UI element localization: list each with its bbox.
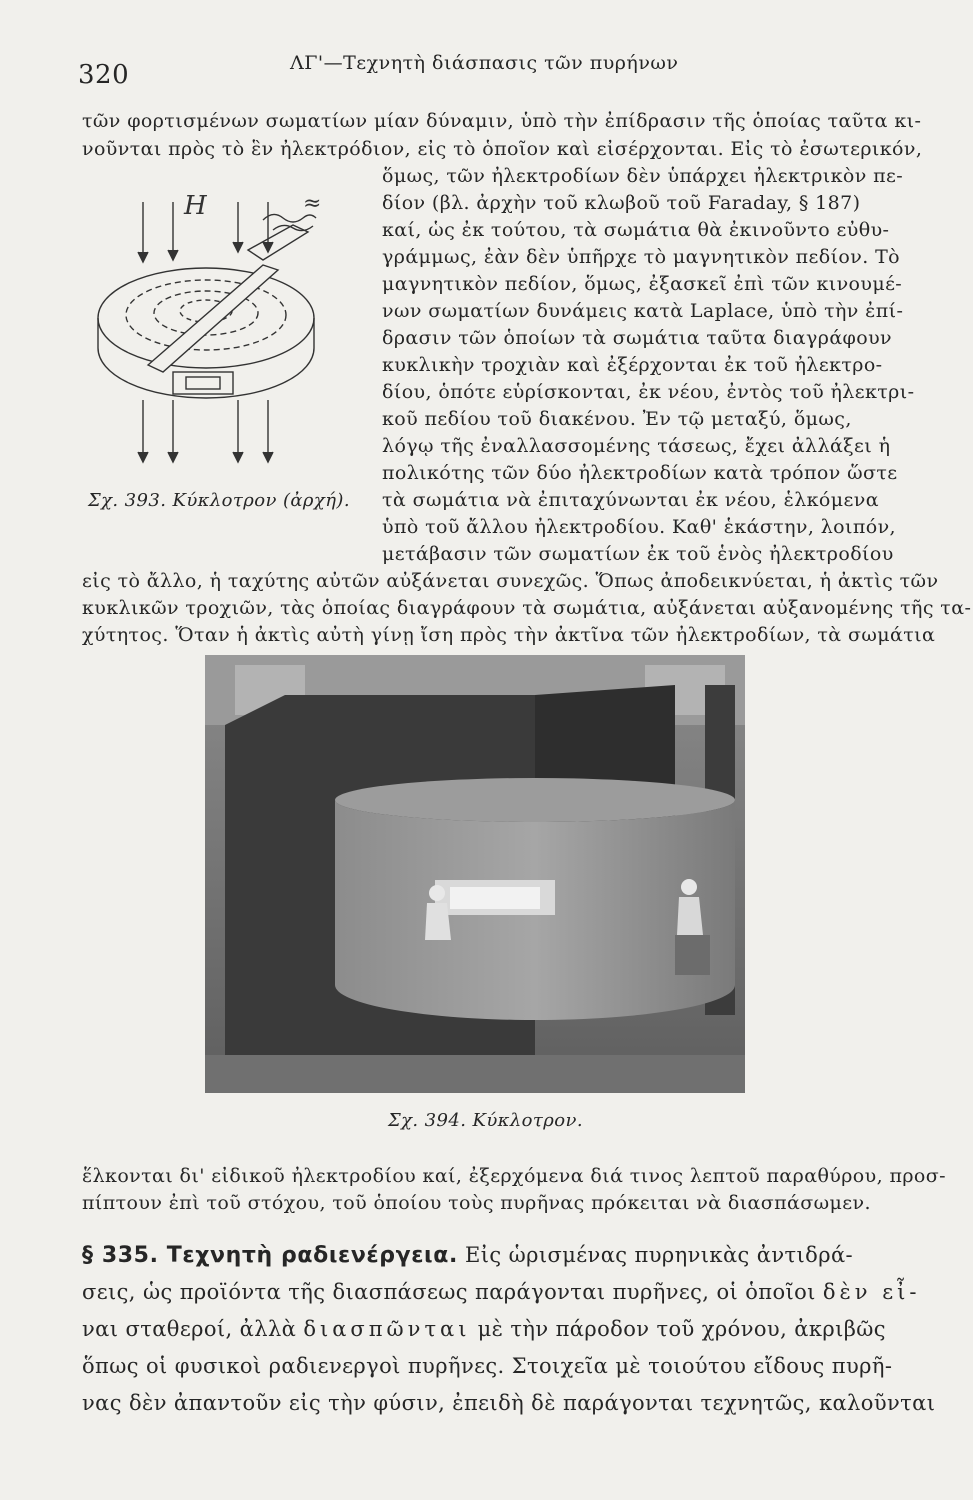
text-span: σεις, ὡς προϊόντα τῆς διασπάσεως παράγονται πυρῆνες, οἱ ὁποῖοι: [82, 1280, 816, 1304]
cyclotron-photo: [205, 655, 745, 1093]
section-335-line-1: [82, 1243, 892, 1268]
text-line: μαγνητικὸν πεδίον, ὅμως, ἐξασκεῖ ἐπὶ τῶν κινουμέ-: [382, 273, 903, 295]
text-line: λόγῳ τῆς ἐναλλασσομένης τάσεως, ἔχει ἀλλάξει ἡ: [382, 435, 891, 457]
figure-394-caption: Σχ. 394. Κύκλοτρον.: [388, 1110, 583, 1131]
page-number: 320: [78, 60, 130, 90]
text-line: νοῦνται πρὸς τὸ ἓν ἠλεκτρόδιον, εἰς τὸ ὁποῖον καὶ εἰσέρχονται. Εἰς τὸ ἐσωτερικόν,: [82, 138, 923, 160]
spaced-text-span: δὲν εἶ-: [822, 1280, 921, 1304]
text-line: τῶν φορτισμένων σωματίων μίαν δύναμιν, ὑπὸ τὴν ἐπίδρασιν τῆς ὁποίας ταῦτα κι-: [82, 110, 922, 132]
text-line: χύτητος. Ὅταν ἡ ἀκτὶς αὐτὴ γίνῃ ἴση πρὸς τὴν ἀκτῖνα τῶν ἠλεκτροδίων, τὰ σωμάτια: [82, 624, 936, 646]
page-header: [78, 52, 898, 92]
text-line: δίου, ὁπότε εὑρίσκονται, ἐκ νέου, ἐντὸς τοῦ ἠλεκτρι-: [382, 381, 915, 403]
section-335-line-3: [82, 1317, 892, 1341]
section-335-line-2: [82, 1280, 921, 1304]
text-line: νων σωματίων δυνάμεις κατὰ Laplace, ὑπὸ τὴν ἐπί-: [382, 300, 904, 322]
text-line: ὅμως, τῶν ἠλεκτροδίων δὲν ὑπάρχει ἠλεκτρικὸν πε-: [382, 165, 904, 187]
section-heading: § 335. Τεχνητὴ ραδιενέργεια.: [82, 1243, 458, 1268]
text-line: κυκλικῶν τροχιῶν, τὰς ὁποίας διαγράφουν τὰ σωμάτια, αὐξάνεται αὐξανομένης τῆς τα-: [82, 597, 972, 619]
text-line: ὑπὸ τοῦ ἄλλου ἠλεκτροδίου. Καθ' ἑκάστην, λοιπόν,: [382, 516, 896, 538]
text-span: Εἰς ὡρισμένας πυρηνικὰς ἀντιδρά-: [464, 1243, 854, 1267]
running-title: ΛΓ'—Τεχνητὴ διάσπασις τῶν πυρήνων: [290, 52, 679, 74]
text-line: ἕλκονται δι' εἰδικοῦ ἠλεκτροδίου καί, ἐξερχόμενα διά τινος λεπτοῦ παραθύρου, προσ-: [82, 1165, 946, 1187]
text-line: πολικότης τῶν δύο ἠλεκτροδίων κατὰ τρόπον ὥστε: [382, 462, 898, 484]
cyclotron-diagram-drawing: [88, 180, 378, 480]
text-line: γράμμως, ἐὰν δὲν ὑπῆρχε τὸ μαγνητικὸν πεδίον. Τὸ: [382, 246, 901, 268]
section-335-line-4: ὅπως οἱ φυσικοὶ ραδιενεργοὶ πυρῆνες. Στοιχεῖα μὲ τοιούτου εἴδους πυρῆ-: [82, 1354, 893, 1378]
cyclotron-photo-render: [205, 655, 745, 1093]
svg-text:≈: ≈: [303, 191, 322, 216]
section-335-line-5: νας δὲν ἀπαντοῦν εἰς τὴν φύσιν, ἐπειδὴ δὲ παράγονται τεχνητῶς, καλοῦνται: [82, 1391, 936, 1415]
text-line: καί, ὡς ἐκ τούτου, τὰ σωμάτια θὰ ἐκινοῦντο εὐθυ-: [382, 219, 890, 241]
cyclotron-diagram: [88, 180, 378, 480]
text-span: ναι σταθεροί, ἀλλὰ: [82, 1317, 297, 1341]
text-line: κυκλικὴν τροχιὰν καὶ ἐξέρχονται ἐκ τοῦ ἠλεκτρο-: [382, 354, 883, 376]
figure-393-caption: Σχ. 393. Κύκλοτρον (ἀρχή).: [88, 490, 350, 511]
text-line: πίπτουν ἐπὶ τοῦ στόχου, τοῦ ὁποίου τοὺς πυρῆνας πρόκειται νὰ διασπάσωμεν.: [82, 1192, 871, 1214]
text-line: κοῦ πεδίου τοῦ διακένου. Ἐν τῷ μεταξύ, ὅμως,: [382, 408, 852, 430]
field-symbol: H: [184, 191, 207, 221]
text-line: δρασιν τῶν ὁποίων τὰ σωμάτια ταῦτα διαγράφουν: [382, 327, 892, 349]
text-line: δίον (βλ. ἀρχὴν τοῦ κλωβοῦ τοῦ Faraday, § 187): [382, 192, 861, 214]
text-line: μετάβασιν τῶν σωματίων ἐκ τοῦ ἑνὸς ἠλεκτροδίου: [382, 543, 894, 565]
text-line: τὰ σωμάτια νὰ ἐπιταχύνωνται ἐκ νέου, ἑλκόμενα: [382, 489, 879, 511]
text-span: μὲ τὴν πάροδον τοῦ χρόνου, ἀκριβῶς: [477, 1317, 886, 1341]
spaced-text-span: διασπῶνται: [303, 1317, 471, 1341]
text-line: εἰς τὸ ἄλλο, ἡ ταχύτης αὐτῶν αὐξάνεται συνεχῶς. Ὅπως ἀποδεικνύεται, ἡ ἀκτὶς τῶν: [82, 570, 939, 592]
magnetic-field-arrows-bottom: [138, 400, 273, 462]
